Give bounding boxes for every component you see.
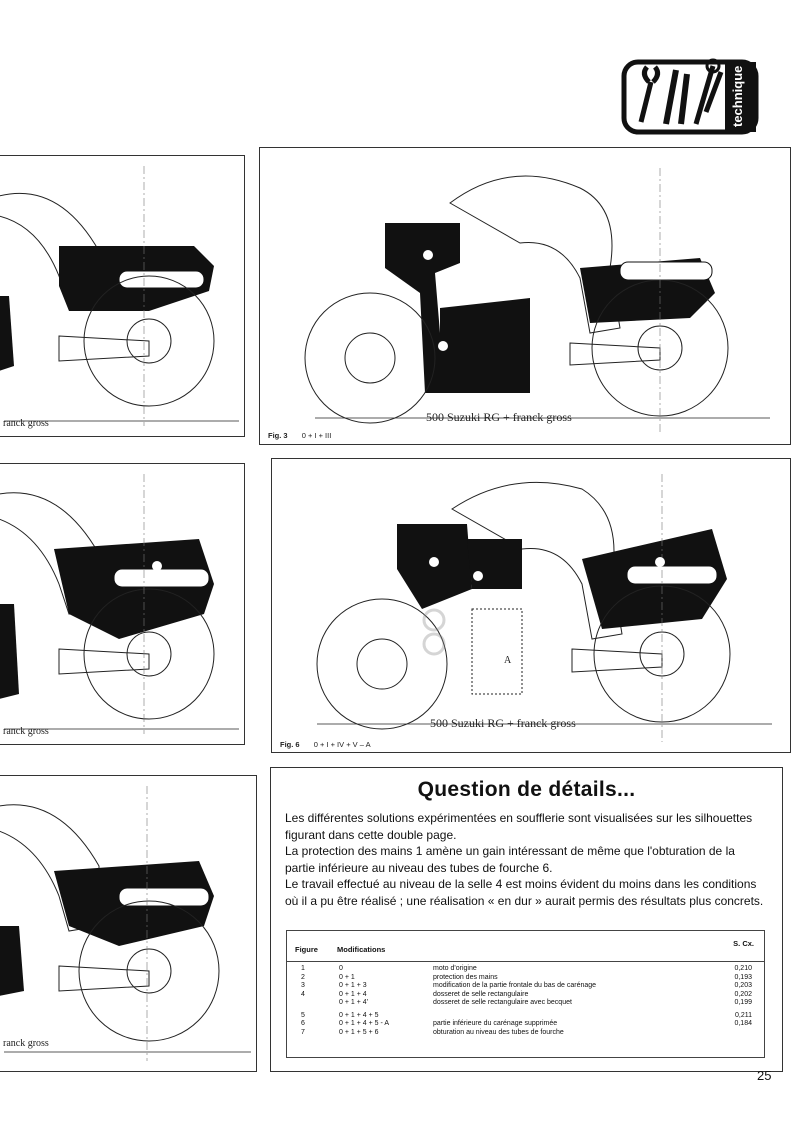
cell-modification: 0 [339,965,343,972]
table-row [287,1020,764,1029]
figure-signature: 500 Suzuki RG + franck gross [430,716,576,730]
figure-number: Fig. 6 [280,740,300,749]
cell-figure: 2 [301,973,305,981]
table-row [287,999,764,1008]
cell-description: moto d'origine [433,965,477,972]
article-paragraph: Le travail effectué au niveau de la selle 4 est moins évident du moins dans les conditions où il a pu être réalisé ; une réalisation « en dur » aurait permis des résultats plus concrets. [285,877,764,908]
table-row [287,1012,764,1021]
cell-scx: 0,184 [734,1020,752,1027]
figure-area-label: A [504,655,512,666]
figure-top-left [0,155,245,437]
figure-caption [268,431,331,440]
table-row [287,982,764,991]
cell-figure: 7 [301,1028,305,1036]
watermark-logo [420,600,500,680]
cell-description: partie inférieure du carénage supprimée [433,1020,558,1027]
motorcycle-silhouette [260,148,790,444]
cell-description: dosseret de selle rectangulaire avec becquet [433,999,572,1006]
cell-scx: 0,199 [734,999,752,1006]
results-table [286,930,765,1058]
figure-signature: 500 Suzuki RG + franck gross [426,410,572,424]
figure-middle-left [0,463,245,745]
cell-modification: 0 + 1 + 3 [339,982,367,989]
article-box [270,767,783,1072]
cell-figure: 3 [301,982,305,989]
cell-modification: 0 + 1 + 4 + 5 - A [339,1020,390,1027]
table-row [287,965,764,974]
cell-modification: 0 + 1 + 5 + 6 [339,1028,379,1036]
cell-description: protection des mains [433,973,498,981]
cell-figure: 5 [301,1011,305,1019]
figure-number: Fig. 3 [268,431,288,440]
figure-expression: 0 + I + IV + V – A [313,740,371,749]
figure-signature: ranck gross [3,418,49,429]
cell-description: dosseret de selle rectangulaire [433,990,529,998]
motorcycle-silhouette [0,464,244,744]
cell-modification: 0 + 1 + 4' [339,999,368,1006]
cell-figure: 6 [301,1020,305,1027]
figure-signature: ranck gross [3,1038,49,1049]
cell-description: modification de la partie frontale du bas de carénage [433,982,597,989]
table-body [287,965,764,1037]
cell-scx: 0,203 [734,982,752,989]
header-modifications: Modifications [337,945,386,954]
figure-expression: 0 + I + III [301,431,332,440]
table-row [287,991,764,1000]
figure-3 [259,147,791,445]
table-row [287,974,764,983]
article-title: Question de détails... [417,778,636,801]
article-body [285,810,766,909]
header-scx: S. Cx. [733,939,754,948]
article-paragraph: Les différentes solutions expérimentées en soufflerie sont visualisées sur les silhouettes figurant dans cette double page. [285,811,753,842]
article-paragraph: La protection des mains 1 amène un gain intéressant de même que l'obturation de la partie inférieure au niveau des tubes de fourche 6. [285,844,735,875]
cell-modification: 0 + 1 [339,973,355,981]
cell-modification: 0 + 1 + 4 + 5 [339,1011,379,1019]
cell-figure: 1 [301,965,305,972]
logo-label: technique [730,65,745,127]
cell-scx: 0,193 [734,973,752,981]
header-figure: Figure [295,945,318,954]
cell-scx: 0,202 [734,990,752,998]
motorcycle-silhouette [0,776,256,1071]
table-header [287,931,764,962]
figure-caption [280,740,371,749]
motorcycle-silhouette [0,156,244,436]
figure-bottom-left [0,775,257,1072]
cell-figure: 4 [301,990,305,998]
figure-6 [271,458,791,753]
cell-description: obturation au niveau des tubes de fourche [433,1028,564,1036]
motorcycle-silhouette [272,459,790,752]
figure-signature: ranck gross [3,726,49,737]
table-row [287,1029,764,1038]
cell-modification: 0 + 1 + 4 [339,990,367,998]
page-number: 25 [757,1068,772,1083]
cell-scx: 0,210 [734,965,752,972]
cell-scx: 0,211 [735,1011,752,1019]
